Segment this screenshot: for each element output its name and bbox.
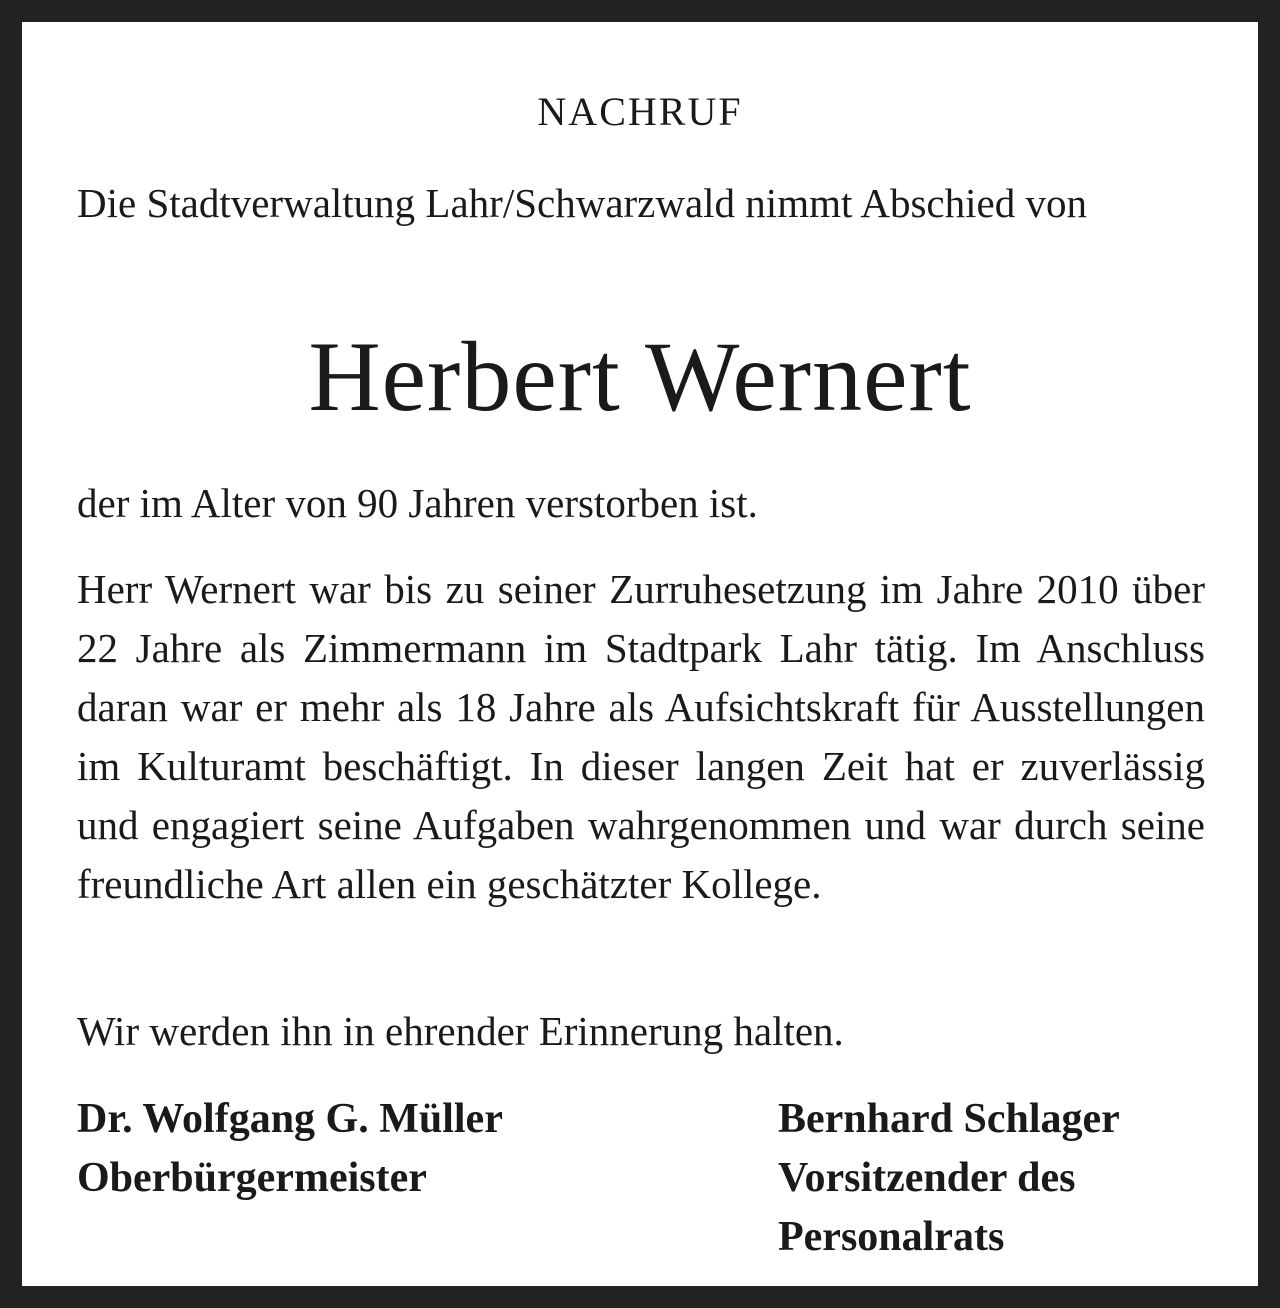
signature-mayor (77, 1090, 503, 1208)
signature-title: Personalrats (778, 1214, 1005, 1260)
age-line: der im Alter von 90 Jahren verstorben ist. (77, 480, 758, 526)
deceased-name: Herbert Wernert (308, 321, 972, 432)
signature-name: Dr. Wolfgang G. Müller (77, 1096, 503, 1142)
signature-name: Bernhard Schlager (778, 1096, 1120, 1142)
biography-text: Herr Wernert war bis zu seiner Zurruhesetzung im Jahre 2010 über 22 Jahre als Zimmermann im Stadtpark Lahr tätig. Im Anschluss daran war er mehr als 18 Jahre als Aufsichtskraft für Ausstellungen im Kulturamt beschäftigt. In dieser langen Zeit hat er zuverlässig und engagiert seine Aufgaben wahrgenommen und war durch seine freundliche Art allen ein geschätzter Kollege. (77, 566, 1205, 907)
notice-heading: NACHRUF (537, 89, 743, 134)
closing-line: Wir werden ihn in ehrender Erinnerung halten. (77, 1008, 844, 1054)
signature-title: Oberbürgermeister (77, 1155, 427, 1201)
signature-title: Vorsitzender des (778, 1155, 1076, 1201)
intro-text: Die Stadtverwaltung Lahr/Schwarzwald nimmt Abschied von (77, 180, 1087, 226)
signature-council-chair (778, 1090, 1120, 1267)
obituary-notice (22, 22, 1258, 1286)
